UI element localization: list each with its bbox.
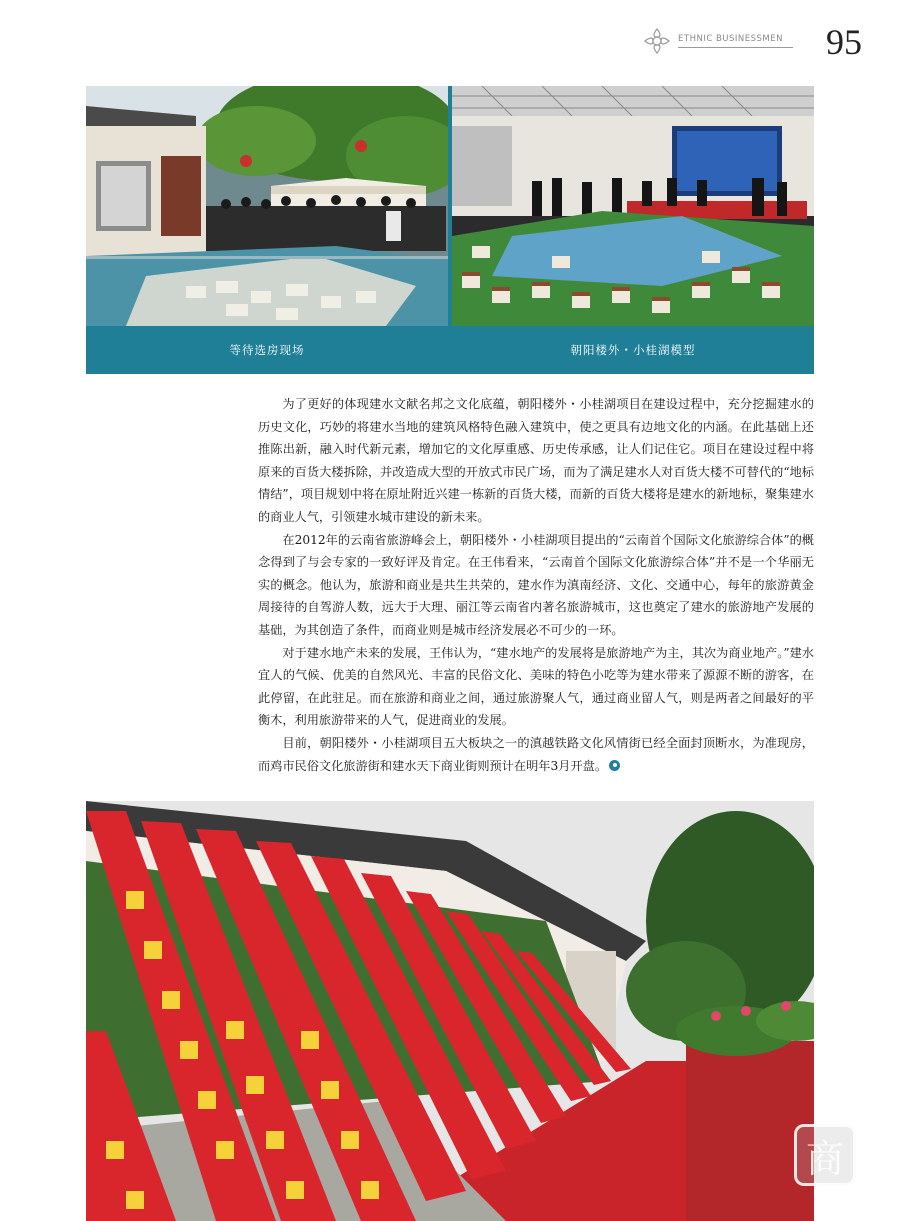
- article-paragraph-3: 对于建水地产未来的发展，王伟认为，“建水地产的发展将是旅游地产为主，其次为商业地产。”建水宜人的气候、优美的自然风光、丰富的民俗文化、美味的特色小吃等为建水带来了源源不断的游客，在此停留，在此驻足。而在旅游和商业之间，通过旅游聚人气，通过商业留人气，则是两者之间最好的平衡木，利用旅游带来的人气，促进商业的发展。: [258, 645, 814, 728]
- article-body: [258, 393, 814, 777]
- top-photo-strip: [86, 86, 814, 374]
- photo-waiting-for-house-selection: [86, 86, 448, 326]
- page-number: 95: [826, 22, 862, 62]
- lotus-ornament-icon: [642, 26, 672, 56]
- end-of-article-icon: [609, 760, 620, 771]
- caption-right: 朝阳楼外・小桂湖模型: [570, 343, 696, 357]
- caption-left: 等待选房现场: [229, 343, 305, 357]
- article-paragraph-2: 在2012年的云南省旅游峰会上，朝阳楼外・小桂湖项目提出的“云南首个国际文化旅游综合体”的概念得到了与会专家的一致好评及肯定。在王伟看来，“云南首个国际文化旅游综合体”并不是一个华丽无实的概念。他认为，旅游和商业是共生共荣的，建水作为滇南经济、文化、交通中心，每年的旅游黄金周接待的自驾游人数，远大于大理、丽江等云南省内著名旅游城市，这也奠定了建水的旅游地产发展的基础，为其创造了条件，而商业则是城市经济发展必不可少的一环。: [258, 532, 814, 637]
- page-header: [642, 22, 862, 62]
- article-paragraph-1: 为了更好的体现建水文献名邦之文化底蕴，朝阳楼外・小桂湖项目在建设过程中，充分挖掘建水的历史文化，巧妙的将建水当地的建筑风格特色融入建筑中，使之更具有边地文化的内涵。在此基础上还推陈出新，融入时代新元素，增加它的文化厚重感、历史传承感，让人们记住它。项目在建设过程中将原来的百货大楼拆除，并改造成大型的开放式市民广场，而为了满足建水人对百货大楼不可替代的“地标情结”，项目规划中将在原址附近兴建一栋新的百货大楼，而新的百货大楼将是建水的新地标，聚集建水的商业人气，引领建水城市建设的新未来。: [258, 397, 814, 524]
- article-paragraph-4-text: 目前，朝阳楼外・小桂湖项目五大板块之一的滇越铁路文化风情街已经全面封顶断水，为准现房，而鸡市民俗文化旅游街和建水天下商业街则预计在明年3月开盘。: [258, 735, 814, 773]
- article-paragraph-4: [258, 732, 814, 777]
- header-rule: [678, 47, 793, 48]
- photo-red-banners: [86, 801, 814, 1221]
- photo-xiaoguihu-model: [452, 86, 814, 326]
- watermark-logo: 商: [794, 1124, 856, 1186]
- magazine-name: ETHNIC BUSINESSMEN: [678, 34, 783, 44]
